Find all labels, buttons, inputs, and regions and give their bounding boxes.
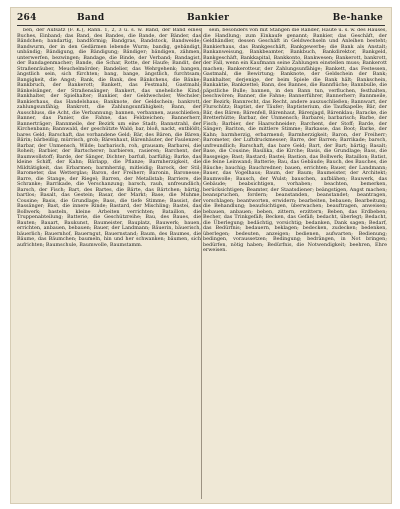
- right-text-column: [203, 28, 387, 499]
- page-number: 264: [17, 13, 37, 23]
- header-rule: [17, 25, 385, 26]
- left-text-column: [17, 28, 201, 499]
- column-divider: [201, 28, 202, 499]
- right-column-text: sein, besonders von mit Stangen die Ränder, Häute u. s. w. des Hauses, die Handlung; zum Einkaufe genannt; Bankier, das Geschäft, der Geldhändler, dessen Geschäft in Geldwechseln und Anleihen besteht; Bankierhaus, das Bankgeschäft, Bankgewerbe; die Bank als Anstalt; Bankanweisung, Bankbeamter, Bankbuch, Bankdirektor, Bankgeld, Bankgeschäft, Bankkapital, Bankkonto, Bankwesen; Bankerott, bankrott, der Fall, wenn ein Kaufmann seine Zahlungen einstellen muss; Bankerott machen; Bankerotteur, der Zahlungsunfähige; Bankett, das Festessen, Gastmahl, die Bewirtung; Banknote, der Geldschein der Bank; Bankhalter, derjenige, der beim Spiele die Bank hält; Bankschein, Bankaktie, Bankzettel; Bann, des Bannes, die Bannflüche; Bannbulle, die päpstliche Bulle; bannen, in den Bann tun, verfluchen, festhalten, beschwören; Banner, die Fahne; Bannerführer, Bannerherr; Bannmeile, der Bezirk; Bannrecht, das Recht, andere auszuschließen; Bannwart, der Flurschütz; Baptist, der Täufer; Baptisterium, die Taufkapelle; Bär, der Bär, des Bären; Bärenfell, Bärenhaut, Bärenjagd, Bärenklau; Baracke, die Bretterhütte; Barbar, der Unmensch; Barbarei; barbarisch; Barbe, der Fisch; Barbier, der Haarschneider; Barchent, der Stoff; Barde, der Sänger; Bariton, die mittlere Stimme; Barkasse, das Boot; Barke, der Kahn; barmherzig, erbarmend; Barmherzigkeit; Baron, der Freiherr; Barometer, der Luftdruckmesser; Barre, der Barren; Barrikade; barsch, unfreundlich; Barschaft, das bare Geld; Bart, der Bart; bärtig; Basalt; Base, die Cousine; Basilika, die Kirche; Basis, die Grundlage; Bass, die Bassgeige; Bast; Bastard; Bastei; Bastion, das Bollwerk; Bataillon; Batist, die feine Leinwand; Batterie; Bau, das Gebäude; Bauch, des Bauches, die Bäuche; bauchig; Bauchredner; bauen, errichten; Bauer, der Landmann; Bauer, das Vogelhaus; Baum, der Baum; Baumeister, der Architekt; Baumwolle; Bausch, der Wulst; bauschen, aufblähen; Bauwerk, das Gebäude; beabsichtigen, vorhaben; beachten, bemerken, berücksichtigen; Beamter, der Staatsdiener; beängstigen, Angst machen; beanspruchen, fordern; beanstanden, beanstandet; beantragen, vorschlagen; beantworten, erwidern; bearbeiten, bebauen; Bearbeitung, die Behandlung; beaufsichtigen, überwachen; beauftragen, anweisen; bebauen, anbauen; beben, zittern, erzittern; Beben, das Erdbeben; Becher, das Trinkgefäß; Becken, das Gefäß; bedacht, überlegt; Bedacht, die Überlegung; bedächtig, vorsichtig; bedanken, Dank sagen; Bedarf, das Bedürfnis; bedauern, beklagen; bedecken, zudecken; bedenken, überlegen; bedeuten, anzeigen; bedienen, aufwarten; Bedienung; bedingen, voraussetzen; Bedingung; bedrängen, in Not bringen; bedürfen, nötig haben; Bedürfnis, die Notwendigkeit; beehren, Ehre erweisen.: [203, 28, 387, 253]
- dictionary-page: [10, 7, 392, 504]
- left-column-text: ben, der Aufsatz (F. K.), Rann. 1, 2, 3 u. s. w. Band, der Band eines Buches, Einband; das Band, des Bandes, die Bande, der Bänder, das Bändchen; bandartig, bandförmig; Bandgras, Bandstock, Bandweide; Bandwurm, der in den Gedärmen lebende Wurm; bandig, gebändigt, unbändig; Bändigung, die Bändigung; Bändiger; bändigen, zähmen, unterwerfen, bezwingen; Bandage, die Binde, der Verband; Bandagist, der Bandagenmacher; Bande, die Schar, Rotte, der Haufe; Bandit, der Straßenräuber, Meuchelmörder; Bandelier, das Wehrgehenk; bangen, ängstlich sein, sich fürchten; bang, bange, ängstlich, furchtsam; Bangigkeit, die Angst; Bank, die Bank, des Bänkchens, die Bänke; Bankbruch, der Bankerott; Bankett, das Festmahl, Gastmahl; Bänkelsänger, der Straßensänger; Bankert, das uneheliche Kind; Bankhalter, der Spielhalter; Bankier, der Geldwechsler, Wechsler; Bankierhaus, das Handelshaus; Banknote, der Geldschein; bankrott, zahlungsunfähig; Bankrott, die Zahlungsunfähigkeit; Bann, der Ausschluss, die Acht, die Verbannung; bannen, verbannen, ausschließen; Banner, das Panier, die Fahne, das Feldzeichen; Bannerherr, Bannerträger; Bannmeile, der Bezirk um eine Stadt; Bannstrahl, der Kirchenbann; Bannwald, der geschützte Wald; bar, bloß, nackt, entblößt; bares Geld; Barschaft, das vorhandene Geld; Bär, des Bären, die Bären; Bärin; bärbeißig, mürrisch, grob; Bärenhaut, Bärenhäuter, der Faulenzer; Barbar, der Unmensch, Wilde; barbarisch, roh, grausam; Barbarei, die Roheit; Barbier, der Bartscherer; barbieren, rasieren; Barchent, der Baumwollstoff; Barde, der Sänger, Dichter; barfuß, barfüßig; Barke, das kleine Schiff, der Kahn; Bärlapp, die Pflanze; Barmherzigkeit, die Mildtätigkeit, das Erbarmen; barmherzig, mitleidig; Barock, der Stil; Barometer, das Wetterglas; Baron, der Freiherr; Baronin, Baronesse; Barre, die Stange, der Riegel; Barren, der Metallstab; Barriere, die Schranke; Barrikade, die Verschanzung; barsch, rauh, unfreundlich; Barsch, der Fisch; Bart, des Bartes, die Bärte, das Bärtchen; bärtig, bartlos; Basalt, das Gestein; Basar, der Markt; Base, die Muhme, Cousine; Basis, die Grundlage; Bass, die tiefe Stimme; Bassist, der Bassänger; Bast, die innere Rinde; Bastard, der Mischling; Bastei, das Bollwerk; basteln, kleine Arbeiten verrichten; Bataillon, die Truppenabteilung; Batterie, die Geschützreihe; Bau, des Baues, die Bauten; Bauart, Baukunst, Baumeister, Bauplatz, Bauwerk; bauen, errichten, anbauen, bebauen; Bauer, der Landmann; Bäuerin, bäuerisch, bäuerlich; Bauernhof, Bauerngut, Bauernstand; Baum, des Baumes, die Bäume, das Bäumchen; baumeln, hin und her schwanken; bäumen, sich aufrichten; Baumschule, Baumwolle, Baumstamm.: [17, 28, 201, 248]
- header-right-catchword: Be-hanke: [332, 13, 383, 23]
- header-center-catchword: Bankier: [187, 13, 230, 23]
- header-left-catchword: Band: [77, 13, 105, 23]
